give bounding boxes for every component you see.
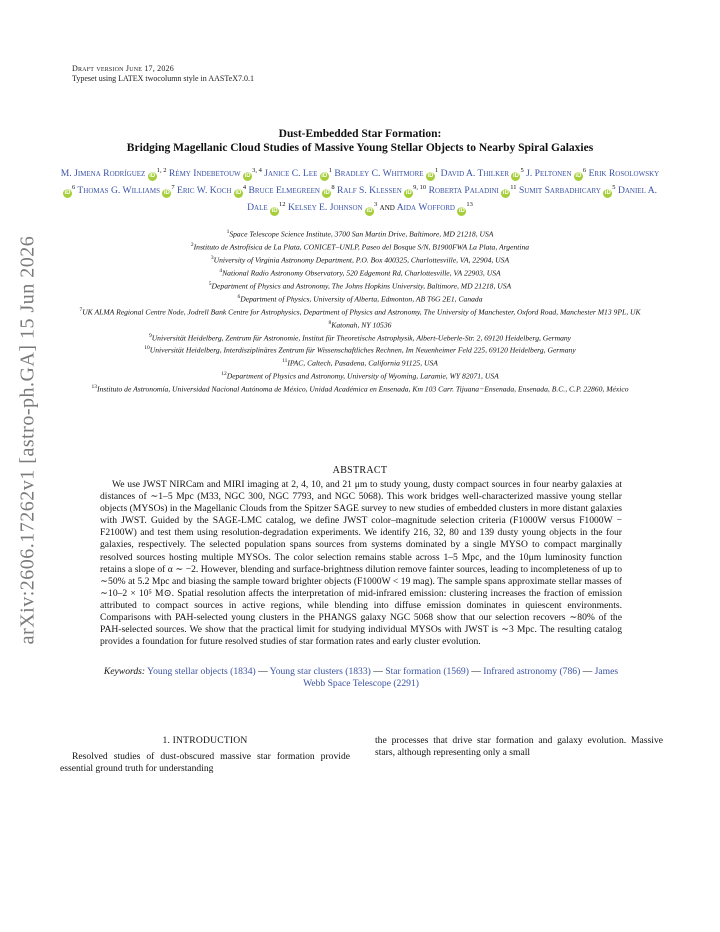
- affiliation-number: 11: [282, 358, 288, 365]
- affiliation-text: Instituto de Astrofísica de La Plata, CONICET–UNLP, Paseo del Bosque S/N, B1900FWA La Plata, Argentina: [193, 242, 530, 252]
- author-name[interactable]: David A. Thilker: [440, 168, 512, 180]
- orcid-icon[interactable]: iD: [149, 173, 156, 180]
- title-line-1: Dust-Embedded Star Formation:: [278, 128, 442, 140]
- affiliation-number: 13: [91, 384, 97, 391]
- orcid-icon[interactable]: iD: [427, 173, 434, 180]
- author-affiliation-marker: 12: [279, 201, 286, 209]
- orcid-icon[interactable]: iD: [271, 207, 278, 214]
- affiliation-number: 9: [148, 332, 152, 339]
- orcid-icon[interactable]: iD: [604, 190, 611, 197]
- draft-line: Draft version June 17, 2026: [72, 64, 174, 73]
- author-name[interactable]: Ralf S. Klessen: [337, 185, 405, 197]
- author-name[interactable]: M. Jimena Rodríguez: [60, 168, 148, 180]
- author-name[interactable]: Sumit Sarbadhicary: [518, 185, 604, 197]
- affiliation-item: [55, 253, 665, 266]
- orcid-icon[interactable]: iD: [163, 190, 170, 197]
- section-heading-introduction: 1. INTRODUCTION: [162, 735, 248, 746]
- intro-column-2: the processes that drive star formation and galaxy evolution. Massive stars, although representing only a small: [375, 735, 663, 759]
- affiliation-item: [55, 331, 665, 344]
- keyword-link[interactable]: Young star clusters (1833): [269, 666, 371, 677]
- author-name[interactable]: Eric W. Koch: [177, 185, 234, 197]
- orcid-icon[interactable]: iD: [575, 173, 582, 180]
- affiliation-text: Department of Physics and Astronomy, University of Wyoming, Laramie, WY 82071, USA: [226, 371, 499, 381]
- affiliation-item: [55, 240, 665, 253]
- author-name[interactable]: Erik Rosolowsky: [588, 168, 660, 180]
- affiliation-item: [55, 279, 665, 292]
- author-name[interactable]: Janice C. Lee: [264, 168, 320, 180]
- author-affiliation-marker: 13: [466, 201, 473, 209]
- abstract-text: We use JWST NIRCam and MIRI imaging at 2, 4, 10, and 21 μm to study young, dusty compact sources in four nearby galaxies at distances of ∼1–5 Mpc (M33, NGC 300, NGC 7793, and NGC 5068). This work bridges well-characterized massive young stellar objects (MYSOs) in the Magellanic Clouds from the Spitzer SAGE survey to new studies of embedded clusters in more distant galaxies with JWST. Guided by the SAGE-LMC catalog, we define JWST color–magnitude selection criteria (F1000W versus F1000W − F2100W) and test them using resolution-degradation experiments. We identify 216, 32, 80 and 139 dusty young objects in the four galaxies, respectively. The selected population spans sources from systems dominated by a single MYSO to compact marginally resolved sources hosting multiple MYSOs. The color selection remains stable across 1–5 Mpc, and the 10μm luminosity function retains a slope of α ∼ −2. However, blending and surface-brightness dilution remove fainter sources, leading to incompleteness of up to ∼50% at 5.2 Mpc and biasing the sample toward brighter objects (F1000W < 19 mag). The sample spans approximate stellar masses of ∼10–2 × 10⁵ M⊙. Spatial resolution affects the interpretation of mid-infrared emission: clustering increases the fraction of emission attributed to compact sources in active regions, while blending into diffuse emission dominates in quiescent environments. Comparisons with PAH-selected young clusters in the PHANGS galaxy NGC 5068 show that our selection recovers ∼80% of the PAH-selected sources. We show that the practical limit for studying individual MYSOs with JWST is ∼3 Mpc. The resulting catalog provides a foundation for future resolved studies of star formation rates and early cluster evolution.: [100, 479, 622, 648]
- orcid-icon[interactable]: iD: [235, 190, 242, 197]
- keyword-link[interactable]: Star formation (1569): [385, 666, 469, 677]
- affiliation-item: [55, 343, 665, 356]
- keyword-separator: —: [468, 666, 484, 677]
- affiliation-text: National Radio Astronomy Observatory, 520 Edgemont Rd, Charlottesville, VA 22903, USA: [222, 268, 501, 278]
- author-name[interactable]: Daniel A. Dale: [247, 185, 658, 214]
- affiliation-text: Department of Physics and Astronomy, The Johns Hopkins University, Baltimore, MD 21218, USA: [211, 281, 512, 291]
- affiliation-item: [55, 318, 665, 331]
- affiliation-list: [55, 227, 665, 395]
- affiliation-number: 8: [328, 319, 332, 326]
- affiliation-number: 3: [210, 254, 214, 261]
- author-affiliation-marker: 11: [510, 184, 517, 192]
- typeset-line: Typeset using LATEX twocolumn style in AASTeX7.0.1: [72, 74, 254, 83]
- author-affiliation-marker: 3, 4: [252, 167, 262, 174]
- keywords-label: Keywords:: [103, 666, 146, 677]
- author-affiliation-marker: 4: [242, 184, 247, 192]
- keyword-separator: —: [370, 666, 386, 677]
- affiliation-number: 2: [190, 241, 194, 248]
- affiliation-text: UK ALMA Regional Centre Node, Jodrell Bank Centre for Astrophysics, Department of Physics and Astronomy, The University of Manchester, Oxford Road, Manchester M13 9PL, UK: [82, 307, 641, 317]
- affiliation-number: 12: [221, 371, 227, 378]
- affiliation-item: [55, 356, 665, 369]
- affiliation-item: [55, 292, 665, 305]
- author-affiliation-marker: 8: [331, 184, 335, 192]
- author-name[interactable]: Bruce Elmegreen: [248, 185, 323, 197]
- orcid-icon[interactable]: iD: [64, 190, 71, 197]
- affiliation-item: [55, 227, 665, 240]
- affiliation-text: Department of Physics, University of Alberta, Edmonton, AB T6G 2E1, Canada: [240, 294, 483, 304]
- author-and: and: [379, 202, 397, 214]
- arxiv-stamp: [8, 230, 48, 650]
- author-affiliation-marker: 6: [582, 167, 587, 174]
- author-affiliation-marker: 1, 2: [156, 167, 167, 174]
- orcid-icon[interactable]: iD: [512, 173, 519, 180]
- keyword-separator: —: [580, 666, 595, 677]
- author-name[interactable]: Roberta Paladini: [428, 185, 502, 197]
- keyword-link[interactable]: Infrared astronomy (786): [483, 666, 581, 677]
- paper-title: [60, 127, 660, 155]
- affiliation-text: Instituto de Astronomía, Universidad Nacional Autónoma de México, Unidad Académica en Ensenada, Km 103 Carr. Tijuana−Ensenada, Ensenada, B.C., C.P. 22860, México: [96, 384, 629, 394]
- author-name[interactable]: Kelsey E. Johnson: [287, 202, 366, 214]
- affiliation-number: 5: [208, 280, 212, 287]
- affiliation-item: [55, 305, 665, 318]
- author-affiliation-marker: 7: [171, 184, 175, 192]
- orcid-icon[interactable]: iD: [366, 207, 373, 214]
- affiliation-text: IPAC, Caltech, Pasadena, California 91125, USA: [287, 358, 438, 368]
- author-affiliation-marker: 5: [520, 167, 524, 174]
- orcid-icon[interactable]: iD: [458, 207, 465, 214]
- arxiv-stamp-text: arXiv:2606.17262v1 [astro-ph.GA] 15 Jun 2026: [16, 235, 39, 645]
- keyword-link[interactable]: James Webb Space Telescope (2291): [303, 666, 619, 690]
- affiliation-text: Katonah, NY 10536: [331, 320, 392, 330]
- author-affiliation-marker: 9, 10: [413, 184, 427, 192]
- orcid-icon[interactable]: iD: [244, 173, 251, 180]
- affiliation-number: 7: [79, 306, 83, 313]
- author-name[interactable]: Bradley C. Whitmore: [334, 168, 426, 180]
- author-affiliation-marker: 6: [71, 184, 76, 192]
- affiliation-text: Universität Heidelberg, Interdisziplinäres Zentrum für Wissenschaftliches Rechnen, Im Neuenheimer Feld 225, 69120 Heidelberg, Germany: [149, 345, 576, 355]
- affiliation-text: University of Virginia Astronomy Department, P.O. Box 400325, Charlottesville, VA, 22904, USA: [213, 255, 510, 265]
- affiliation-item: [55, 266, 665, 279]
- keywords: [100, 666, 622, 691]
- abstract-heading: ABSTRACT: [332, 465, 388, 476]
- author-affiliation-marker: 3: [374, 201, 378, 209]
- header: [72, 64, 254, 84]
- orcid-icon[interactable]: iD: [502, 190, 509, 197]
- author-name[interactable]: J. Peltonen: [526, 168, 574, 180]
- orcid-icon[interactable]: iD: [405, 190, 412, 197]
- affiliation-number: 6: [237, 293, 241, 300]
- author-name[interactable]: Thomas G. Williams: [77, 185, 163, 197]
- author-name[interactable]: Rémy Indebetouw: [168, 168, 244, 180]
- author-affiliation-marker: 1: [434, 167, 439, 174]
- affiliation-item: [55, 382, 665, 395]
- title-line-2: Bridging Magellanic Cloud Studies of Massive Young Stellar Objects to Nearby Spiral Galaxies: [126, 142, 594, 154]
- affiliation-number: 10: [144, 345, 150, 352]
- orcid-icon[interactable]: iD: [323, 190, 330, 197]
- intro-column-1: Resolved studies of dust-obscured massive star formation provide essential ground truth for understanding: [60, 751, 350, 775]
- author-name[interactable]: Aida Wofford: [396, 202, 458, 214]
- affiliation-text: Space Telescope Science Institute, 3700 San Martin Drive, Baltimore, MD 21218, USA: [229, 229, 494, 239]
- keyword-link[interactable]: Young stellar objects (1834): [147, 666, 256, 677]
- affiliation-text: Universität Heidelberg, Zentrum für Astronomie, Institut für Theoretische Astrophysik, Albert-Ueberle-Str. 2, 69120 Heidelberg, Germany: [151, 333, 572, 343]
- author-affiliation-marker: 1: [328, 167, 332, 174]
- affiliation-number: 1: [226, 229, 230, 235]
- author-affiliation-marker: 5: [612, 184, 616, 192]
- orcid-icon[interactable]: iD: [321, 173, 328, 180]
- author-list: [60, 164, 660, 216]
- keyword-separator: —: [255, 666, 270, 677]
- affiliation-item: [55, 369, 665, 382]
- affiliation-number: 4: [219, 267, 223, 274]
